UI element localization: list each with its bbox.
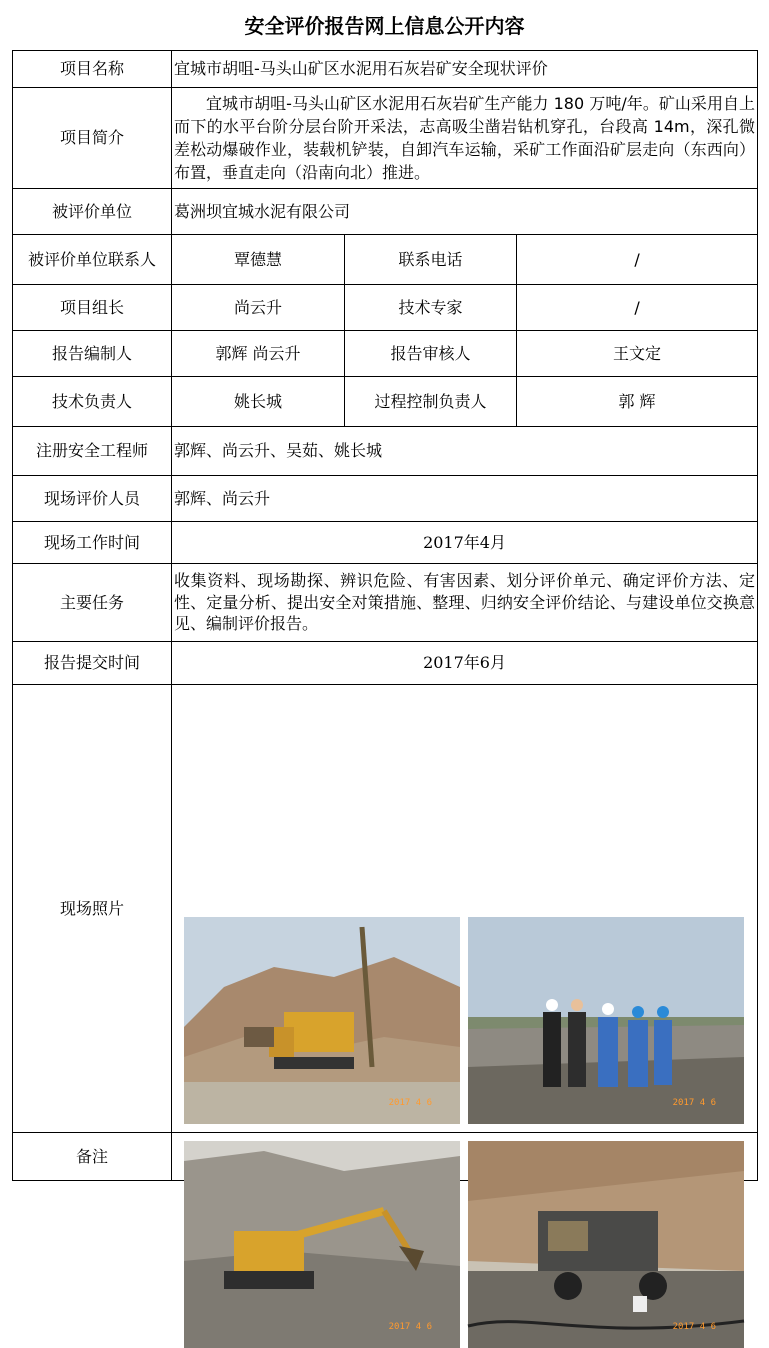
photo-drill-rig xyxy=(184,917,460,1124)
tech-label: 技术负责人 xyxy=(13,377,172,427)
project-intro-value: 宜城市胡咀-马头山矿区水泥用石灰岩矿生产能力 180 万吨/年。矿山采用自上而下的水平台阶分层台阶开采法，志高吸尘凿岩钻机穿孔，台段高 14m，深孔微差松动爆破作业，装载机铲装，自卸汽车运输，采矿工作面沿矿层走向（东西向）布置，垂直走向（沿南向北）推进。 xyxy=(174,93,756,183)
evaluated-unit-label: 被评价单位 xyxy=(13,189,172,235)
tasks-value: 收集资料、现场勘探、辨识危险、有害因素、划分评价单元、确定评价方法、定性、定量分析、提出安全对策措施、整理、归纳安全评价结论、与建设单位交换意见、编制评价报告。 xyxy=(172,564,758,642)
leader-value: 尚云升 xyxy=(172,285,345,331)
project-intro-label: 项目简介 xyxy=(13,88,172,189)
project-name-value: 宜城市胡咀-马头山矿区水泥用石灰岩矿安全现状评价 xyxy=(172,51,758,88)
work-time-value: 2017年4月 xyxy=(172,522,758,564)
leader-label: 项目组长 xyxy=(13,285,172,331)
submit-time-label: 报告提交时间 xyxy=(13,642,172,685)
process-value: 郭 辉 xyxy=(517,377,758,427)
site-staff-value: 郭辉、尚云升 xyxy=(172,476,758,522)
expert-value: / xyxy=(517,285,758,331)
compiler-value: 郭辉 尚云升 xyxy=(172,331,345,377)
photo-date-stamp: 2017 4 6 xyxy=(388,1322,432,1333)
reviewer-label: 报告审核人 xyxy=(345,331,517,377)
page-title: 安全评价报告网上信息公开内容 xyxy=(244,14,525,38)
phone-value: / xyxy=(517,235,758,285)
expert-label: 技术专家 xyxy=(345,285,517,331)
process-label: 过程控制负责人 xyxy=(345,377,517,427)
engineers-value: 郭辉、尚云升、吴茹、姚长城 xyxy=(172,427,758,476)
site-staff-label: 现场评价人员 xyxy=(13,476,172,522)
photo-date-stamp: 2017 4 6 xyxy=(672,1322,716,1333)
photo-excavator xyxy=(184,1141,460,1348)
photos-cell xyxy=(172,685,758,1333)
contact-label: 被评价单位联系人 xyxy=(13,235,172,285)
phone-label: 联系电话 xyxy=(345,235,517,285)
photo-compressor xyxy=(468,1141,744,1348)
contact-value: 覃德慧 xyxy=(172,235,345,285)
tasks-label: 主要任务 xyxy=(13,564,172,642)
project-intro-cell xyxy=(172,88,758,189)
photo-date-stamp: 2017 4 6 xyxy=(388,1098,432,1109)
photo-site-team xyxy=(468,917,744,1124)
tech-value: 姚长城 xyxy=(172,377,345,427)
engineers-label: 注册安全工程师 xyxy=(13,427,172,476)
submit-time-value: 2017年6月 xyxy=(172,642,758,685)
work-time-label: 现场工作时间 xyxy=(13,522,172,564)
compiler-label: 报告编制人 xyxy=(13,331,172,377)
remarks-label: 备注 xyxy=(13,1133,172,1181)
photos-label: 现场照片 xyxy=(13,685,172,1133)
info-table xyxy=(12,50,758,1333)
reviewer-value: 王文定 xyxy=(517,331,758,377)
photo-date-stamp: 2017 4 6 xyxy=(672,1098,716,1109)
project-name-label: 项目名称 xyxy=(13,51,172,88)
evaluated-unit-value: 葛洲坝宜城水泥有限公司 xyxy=(172,189,758,235)
